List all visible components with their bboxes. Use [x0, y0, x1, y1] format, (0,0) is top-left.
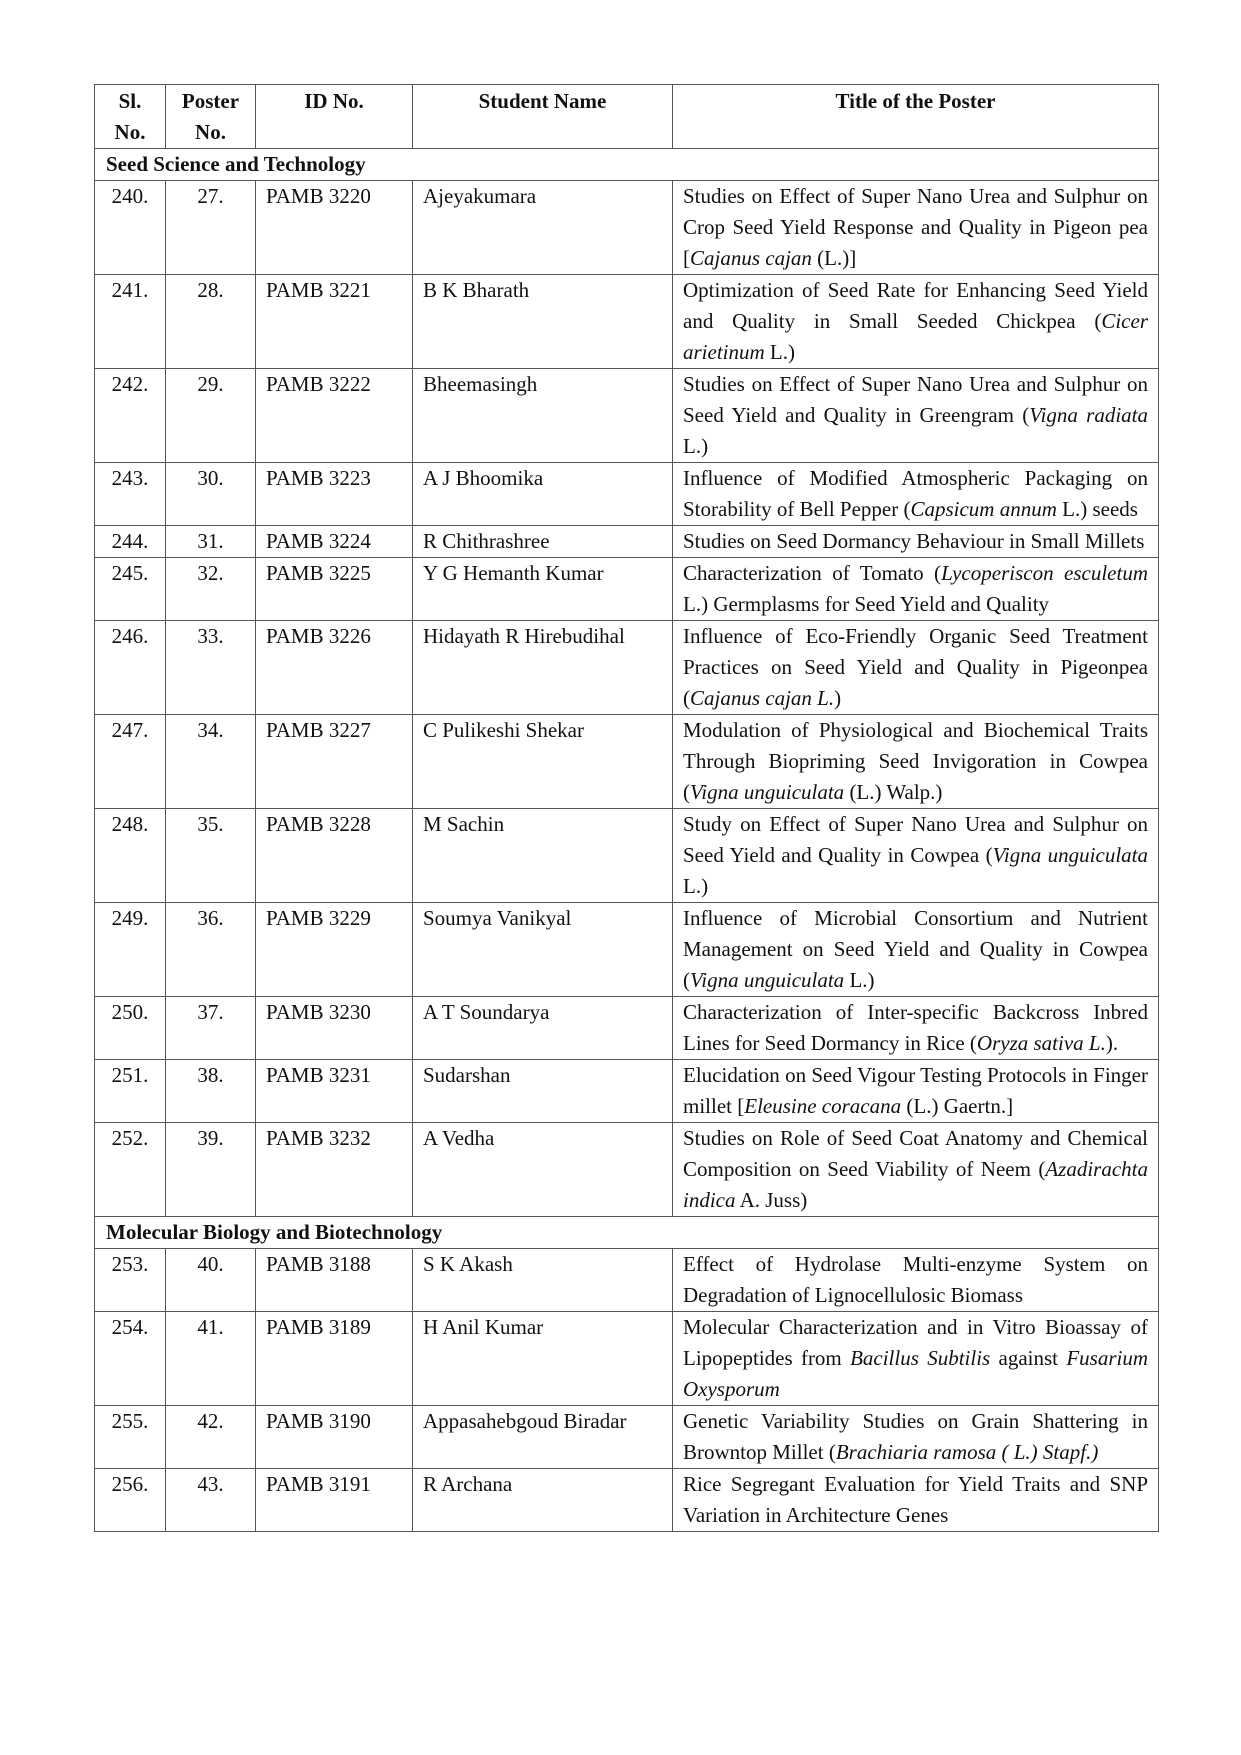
poster-title-cell [673, 1123, 1159, 1217]
poster-no-cell: 31. [166, 526, 256, 558]
student-name-cell: B K Bharath [413, 275, 673, 369]
id-no-cell: PAMB 3228 [256, 809, 413, 903]
table-row [95, 526, 1159, 558]
table-row [95, 997, 1159, 1060]
student-name-cell: A J Bhoomika [413, 463, 673, 526]
id-no-cell: PAMB 3190 [256, 1406, 413, 1469]
id-no-cell: PAMB 3225 [256, 558, 413, 621]
table-row [95, 809, 1159, 903]
section-heading: Molecular Biology and Biotechnology [95, 1217, 1159, 1249]
sl-no-cell: 240. [95, 181, 166, 275]
table-row [95, 1469, 1159, 1532]
poster-title-cell [673, 1060, 1159, 1123]
id-no-cell: PAMB 3232 [256, 1123, 413, 1217]
poster-no-cell: 40. [166, 1249, 256, 1312]
poster-title-cell [673, 1312, 1159, 1406]
column-header-student-name: Student Name [413, 85, 673, 149]
table-row [95, 463, 1159, 526]
species-name: Capsicum annum [910, 497, 1057, 521]
title-text: Studies on Role of Seed Coat Anatomy and Chemical Composition on Seed Viability of Neem ( [683, 1126, 1148, 1181]
title-text: Characterization of Inter-specific Backcross Inbred Lines for Seed Dormancy in Rice ( [683, 1000, 1148, 1055]
student-name-cell: A T Soundarya [413, 997, 673, 1060]
sl-no-cell: 246. [95, 621, 166, 715]
table-row [95, 903, 1159, 997]
title-text: against [990, 1346, 1067, 1370]
title-text: Influence of Eco-Friendly Organic Seed Treatment Practices on Seed Yield and Quality in Pigeonpea ( [683, 624, 1148, 710]
poster-no-cell: 41. [166, 1312, 256, 1406]
header-row [95, 85, 1159, 149]
sl-no-cell: 256. [95, 1469, 166, 1532]
table-row [95, 1060, 1159, 1123]
sl-no-cell: 248. [95, 809, 166, 903]
species-name: Vigna unguiculata [690, 780, 845, 804]
title-text: A. Juss) [735, 1188, 808, 1212]
title-text: ) [834, 686, 842, 710]
poster-no-cell: 29. [166, 369, 256, 463]
table-row [95, 275, 1159, 369]
poster-no-cell: 36. [166, 903, 256, 997]
poster-title-cell [673, 903, 1159, 997]
title-text: Elucidation on Seed Vigour Testing Protocols in Finger millet [ [683, 1063, 1148, 1118]
student-name-cell: R Archana [413, 1469, 673, 1532]
student-name-cell: Appasahebgoud Biradar [413, 1406, 673, 1469]
title-text: Study on Effect of Super Nano Urea and Sulphur on Seed Yield and Quality in Cowpea ( [683, 812, 1148, 867]
id-no-cell: PAMB 3227 [256, 715, 413, 809]
table-row [95, 369, 1159, 463]
table-row [95, 1312, 1159, 1406]
sl-no-cell: 251. [95, 1060, 166, 1123]
species-name: Brachiaria ramosa ( L.) Stapf.) [835, 1440, 1099, 1464]
column-header-sl-no: Sl. No. [95, 85, 166, 149]
poster-title-cell [673, 1406, 1159, 1469]
student-name-cell: A Vedha [413, 1123, 673, 1217]
poster-title-cell [673, 463, 1159, 526]
poster-title-cell [673, 558, 1159, 621]
poster-no-cell: 39. [166, 1123, 256, 1217]
title-text: L.) [764, 340, 795, 364]
table-row [95, 558, 1159, 621]
species-name: Lycoperiscon esculetum [941, 561, 1148, 585]
student-name-cell: R Chithrashree [413, 526, 673, 558]
poster-no-cell: 43. [166, 1469, 256, 1532]
title-text: Studies on Seed Dormancy Behaviour in Small Millets [683, 529, 1145, 553]
id-no-cell: PAMB 3191 [256, 1469, 413, 1532]
id-no-cell: PAMB 3188 [256, 1249, 413, 1312]
table-row [95, 1406, 1159, 1469]
table-row [95, 1249, 1159, 1312]
poster-title-cell [673, 181, 1159, 275]
poster-title-cell [673, 997, 1159, 1060]
poster-table [94, 84, 1159, 1532]
id-no-cell: PAMB 3230 [256, 997, 413, 1060]
species-name: Eleusine coracana [744, 1094, 902, 1118]
column-header-id-no: ID No. [256, 85, 413, 149]
title-text: Molecular Characterization and in Vitro Bioassay of Lipopeptides from [683, 1315, 1148, 1370]
sl-no-cell: 253. [95, 1249, 166, 1312]
species-name: Azadirachta indica [683, 1157, 1148, 1212]
id-no-cell: PAMB 3229 [256, 903, 413, 997]
title-text: L.) [844, 968, 875, 992]
column-header-poster-no: Poster No. [166, 85, 256, 149]
poster-no-cell: 30. [166, 463, 256, 526]
table-row [95, 1123, 1159, 1217]
id-no-cell: PAMB 3223 [256, 463, 413, 526]
title-text: (L.) Walp.) [844, 780, 943, 804]
title-text: Effect of Hydrolase Multi-enzyme System on Degradation of Lignocellulosic Biomass [683, 1252, 1148, 1307]
species-name: Oryza sativa L. [976, 1031, 1106, 1055]
sl-no-cell: 249. [95, 903, 166, 997]
student-name-cell: Soumya Vanikyal [413, 903, 673, 997]
poster-no-cell: 32. [166, 558, 256, 621]
sl-no-cell: 254. [95, 1312, 166, 1406]
student-name-cell: M Sachin [413, 809, 673, 903]
poster-no-cell: 35. [166, 809, 256, 903]
id-no-cell: PAMB 3189 [256, 1312, 413, 1406]
title-text: L.) [683, 874, 709, 898]
title-text: Rice Segregant Evaluation for Yield Traits and SNP Variation in Architecture Genes [683, 1472, 1148, 1527]
poster-title-cell [673, 526, 1159, 558]
title-text: Modulation of Physiological and Biochemical Traits Through Biopriming Seed Invigoration in Cowpea ( [683, 718, 1148, 804]
poster-no-cell: 27. [166, 181, 256, 275]
poster-title-cell [673, 1249, 1159, 1312]
sl-no-cell: 252. [95, 1123, 166, 1217]
table-row [95, 181, 1159, 275]
student-name-cell: Ajeyakumara [413, 181, 673, 275]
poster-no-cell: 37. [166, 997, 256, 1060]
section-heading: Seed Science and Technology [95, 149, 1159, 181]
sl-no-cell: 247. [95, 715, 166, 809]
poster-title-cell [673, 369, 1159, 463]
title-text: Optimization of Seed Rate for Enhancing Seed Yield and Quality in Small Seeded Chickpea ( [683, 278, 1148, 333]
species-name: Cajanus cajan L. [690, 686, 835, 710]
poster-no-cell: 33. [166, 621, 256, 715]
species-name: Vigna unguiculata [690, 968, 845, 992]
section-row [95, 149, 1159, 181]
poster-no-cell: 34. [166, 715, 256, 809]
title-text: ). [1105, 1031, 1119, 1055]
student-name-cell: S K Akash [413, 1249, 673, 1312]
title-text: Characterization of Tomato ( [683, 561, 942, 585]
title-text: L.) [683, 434, 709, 458]
title-text: Influence of Modified Atmospheric Packaging on Storability of Bell Pepper ( [683, 466, 1148, 521]
species-name: Fusarium Oxysporum [683, 1346, 1148, 1401]
id-no-cell: PAMB 3224 [256, 526, 413, 558]
section-row [95, 1217, 1159, 1249]
species-name: Vigna unguiculata [992, 843, 1148, 867]
title-text: L.) Germplasms for Seed Yield and Quality [683, 592, 1050, 616]
column-header-poster-title: Title of the Poster [673, 85, 1159, 149]
title-text: L.) seeds [1056, 497, 1138, 521]
species-name: Vigna radiata [1029, 403, 1149, 427]
table-row [95, 715, 1159, 809]
species-name: Cajanus cajan [690, 246, 812, 270]
title-text: Influence of Microbial Consortium and Nutrient Management on Seed Yield and Quality in Cowpea ( [683, 906, 1148, 992]
sl-no-cell: 245. [95, 558, 166, 621]
poster-title-cell [673, 621, 1159, 715]
table-row [95, 621, 1159, 715]
sl-no-cell: 243. [95, 463, 166, 526]
id-no-cell: PAMB 3226 [256, 621, 413, 715]
title-text: (L.) Gaertn.] [901, 1094, 1014, 1118]
poster-no-cell: 28. [166, 275, 256, 369]
sl-no-cell: 250. [95, 997, 166, 1060]
poster-title-cell [673, 715, 1159, 809]
species-name: Cicer arietinum [683, 309, 1148, 364]
document-page [94, 84, 1158, 1532]
id-no-cell: PAMB 3220 [256, 181, 413, 275]
student-name-cell: Hidayath R Hirebudihal [413, 621, 673, 715]
title-text: Studies on Effect of Super Nano Urea and Sulphur on Crop Seed Yield Response and Quality in Pigeon pea [ [683, 184, 1148, 270]
poster-title-cell [673, 809, 1159, 903]
id-no-cell: PAMB 3222 [256, 369, 413, 463]
id-no-cell: PAMB 3221 [256, 275, 413, 369]
sl-no-cell: 255. [95, 1406, 166, 1469]
poster-title-cell [673, 275, 1159, 369]
student-name-cell: Sudarshan [413, 1060, 673, 1123]
species-name: Bacillus Subtilis [850, 1346, 991, 1370]
title-text: Genetic Variability Studies on Grain Shattering in Browntop Millet ( [683, 1409, 1148, 1464]
poster-no-cell: 42. [166, 1406, 256, 1469]
student-name-cell: Y G Hemanth Kumar [413, 558, 673, 621]
title-text: Studies on Effect of Super Nano Urea and Sulphur on Seed Yield and Quality in Greengram ( [683, 372, 1148, 427]
student-name-cell: Bheemasingh [413, 369, 673, 463]
table-body [95, 149, 1159, 1532]
sl-no-cell: 244. [95, 526, 166, 558]
poster-no-cell: 38. [166, 1060, 256, 1123]
student-name-cell: H Anil Kumar [413, 1312, 673, 1406]
poster-title-cell [673, 1469, 1159, 1532]
title-text: (L.)] [811, 246, 857, 270]
sl-no-cell: 242. [95, 369, 166, 463]
sl-no-cell: 241. [95, 275, 166, 369]
id-no-cell: PAMB 3231 [256, 1060, 413, 1123]
student-name-cell: C Pulikeshi Shekar [413, 715, 673, 809]
